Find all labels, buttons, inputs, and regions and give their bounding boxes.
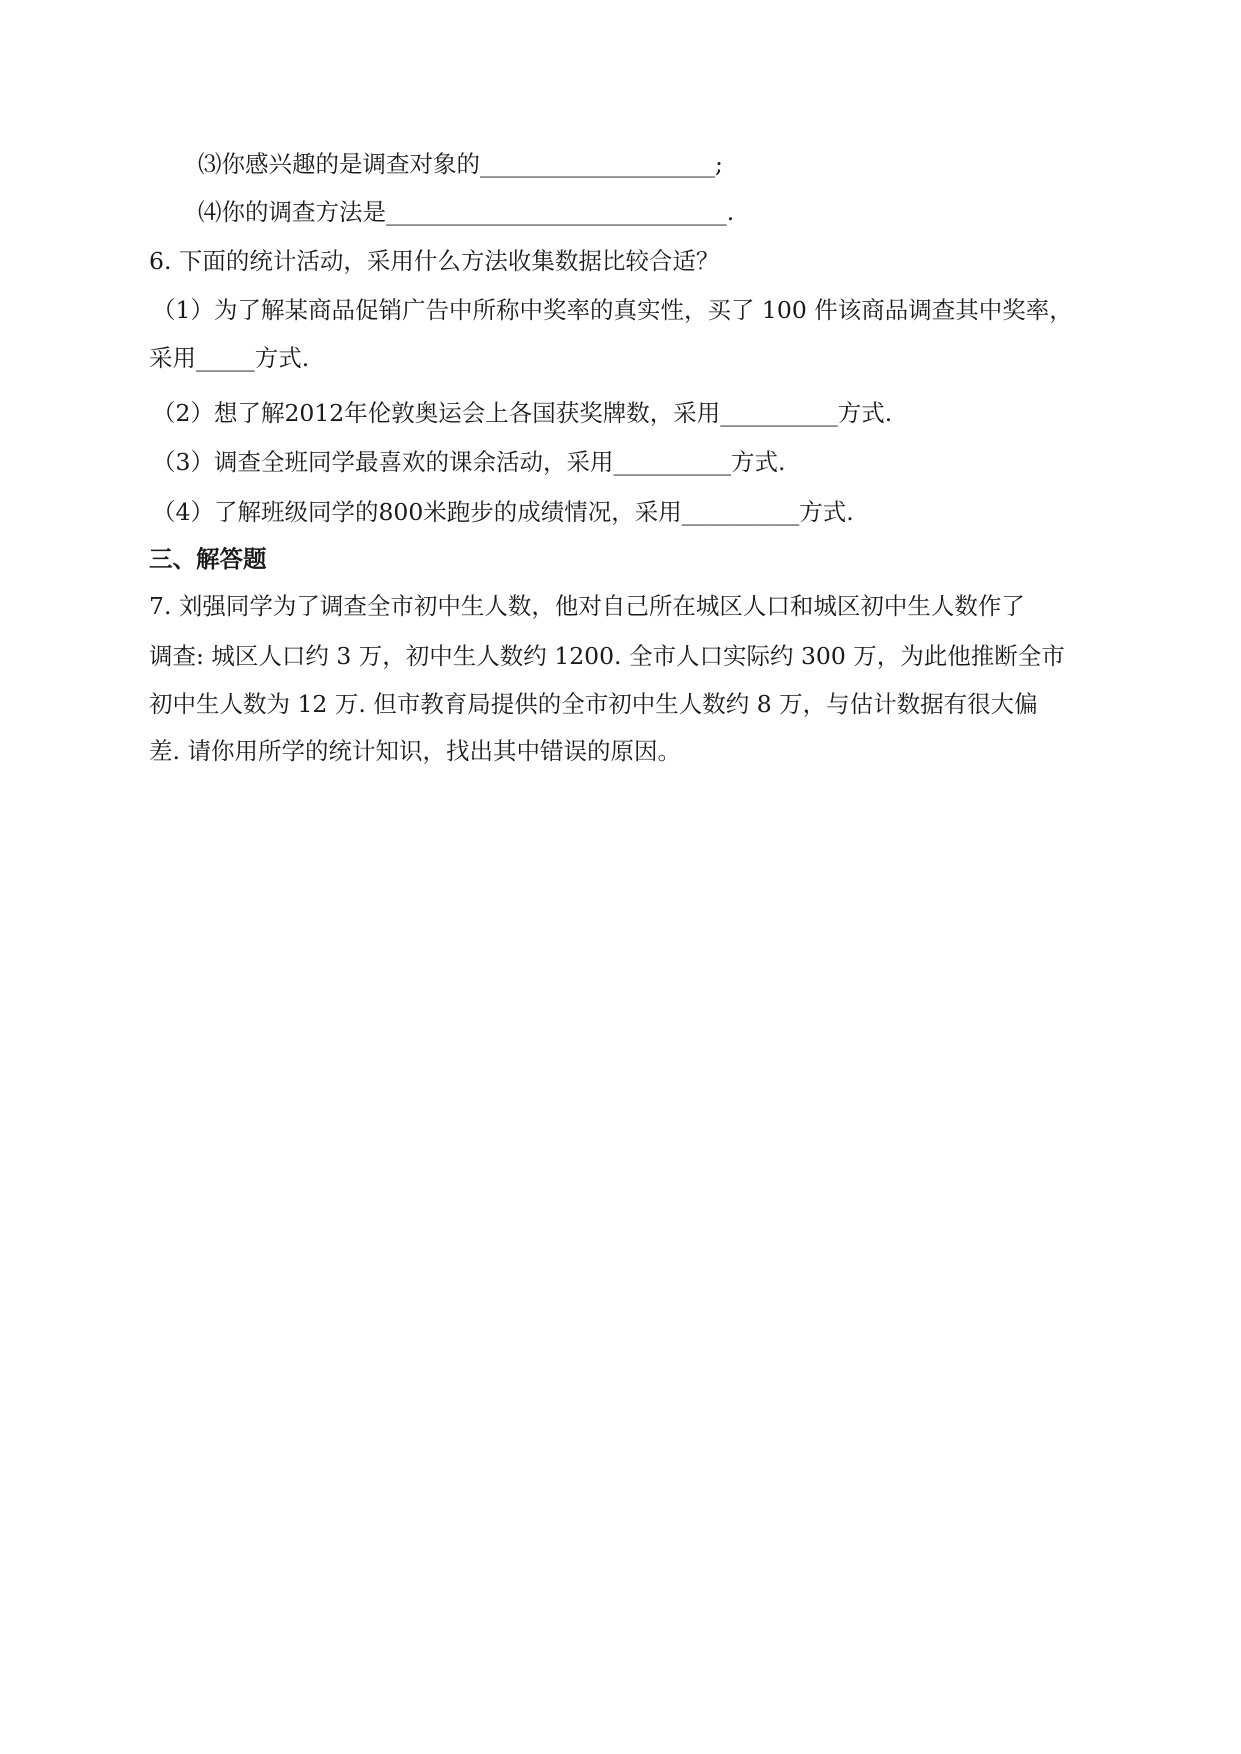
question-5-part-4: ⑷你的调查方法是_____________________________. [198,198,735,226]
question-7-line-4: 差. 请你用所学的统计知识，找出其中错误的原因。 [149,737,681,765]
question-6-stem: 6. 下面的统计活动，采用什么方法收集数据比较合适？ [149,247,720,275]
section-heading-answers: 三、解答题 [149,545,267,573]
question-7-line-2: 调查: 城区人口约 3 万，初中生人数约 1200. 全市人口实际约 300 万，为此他推断全市 [149,642,1065,670]
question-6-part-3: （3）调查全班同学最喜欢的课余活动，采用__________方式. [152,448,786,476]
question-6-part-1-line-2: 采用_____方式. [149,344,310,372]
question-6-part-2: （2）想了解2012年伦敦奥运会上各国获奖牌数，采用__________方式. [152,399,893,427]
question-6-part-4: （4）了解班级同学的800米跑步的成绩情况，采用__________方式. [152,498,854,526]
question-5-part-3: ⑶你感兴趣的是调查对象的____________________; [198,150,723,178]
question-6-part-1-line-1: （1）为了解某商品促销广告中所称中奖率的真实性，买了 100 件该商品调查其中奖率， [152,296,1073,324]
question-7-line-3: 初中生人数为 12 万. 但市教育局提供的全市初中生人数约 8 万，与估计数据有很大偏 [149,690,1038,718]
question-7-line-1: 7. 刘强同学为了调查全市初中生人数，他对自己所在城区人口和城区初中生人数作了 [149,592,1025,620]
